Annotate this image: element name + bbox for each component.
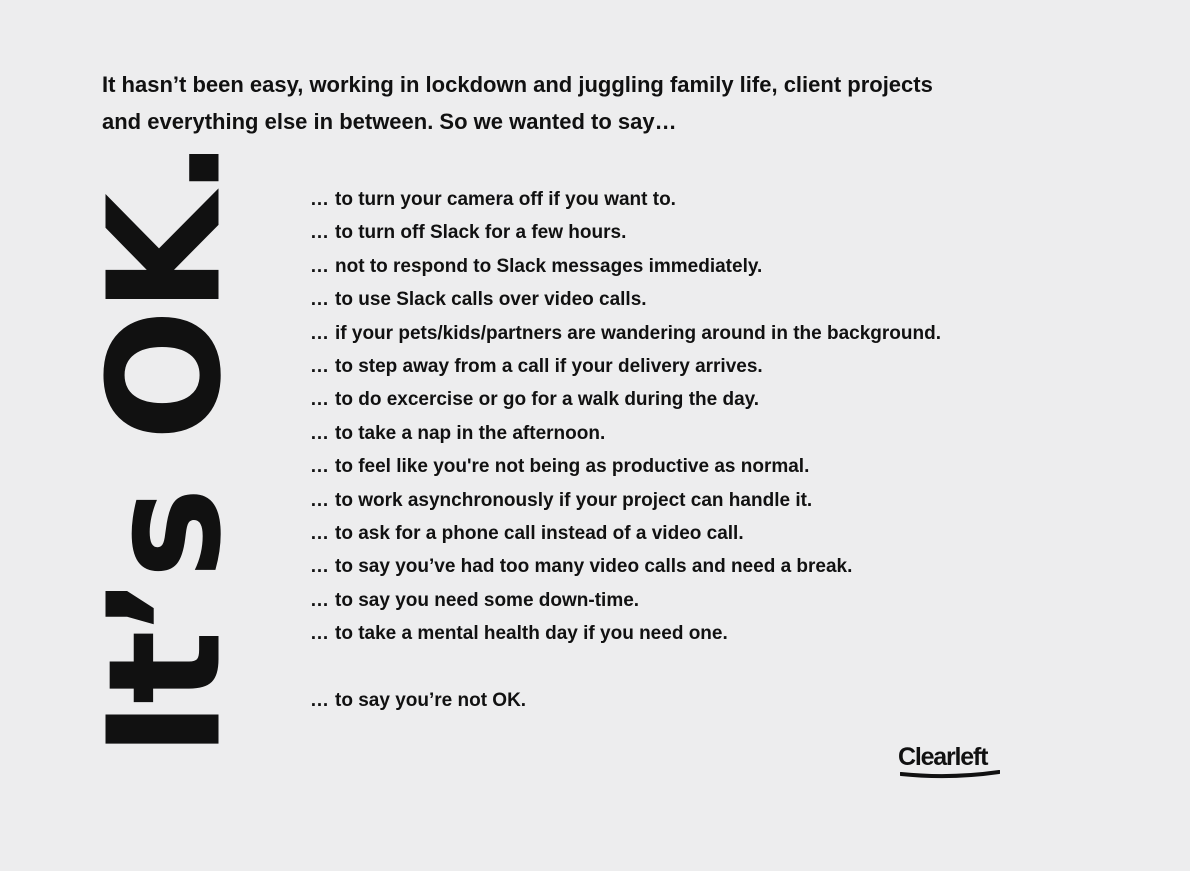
list-item [310, 183, 941, 216]
ellipsis-prefix: … [310, 523, 329, 545]
ellipsis-prefix: … [310, 255, 329, 277]
list-item [310, 283, 941, 316]
list-item [310, 250, 941, 283]
closing-text: to say you’re not OK. [335, 690, 527, 711]
list-item-text: to say you’ve had too many video calls and need a break. [335, 556, 853, 578]
ellipsis-prefix: … [310, 356, 329, 378]
list-item-text: to use Slack calls over video calls. [335, 289, 647, 311]
list-item-text: not to respond to Slack messages immediately. [335, 255, 763, 277]
list-item-text: to say you need some down-time. [335, 589, 640, 611]
closing-line [310, 684, 526, 717]
ellipsis-prefix: … [310, 222, 329, 244]
ellipsis-prefix: … [310, 556, 329, 578]
ellipsis-prefix: … [310, 589, 329, 611]
list-item-text: to turn off Slack for a few hours. [335, 222, 627, 244]
list-item-text: if your pets/kids/partners are wandering around in the background. [335, 322, 941, 344]
list-item-text: to turn your camera off if you want to. [335, 189, 676, 210]
list-item [310, 584, 941, 617]
ellipsis-prefix: … [310, 456, 329, 478]
logo-underline-swoosh [900, 770, 1000, 780]
list-item [310, 550, 941, 583]
list-item-text: to take a mental health day if you need one. [335, 623, 728, 645]
ellipsis-prefix: … [310, 690, 329, 711]
list-item [310, 317, 941, 350]
list-item-text: to work asynchronously if your project can handle it. [335, 489, 813, 511]
list-item-text: to take a nap in the afternoon. [335, 422, 606, 444]
ellipsis-prefix: … [310, 189, 329, 210]
list-item [310, 517, 941, 550]
list-item-text: to do excercise or go for a walk during the day. [335, 389, 760, 411]
list-item-text: to feel like you're not being as productive as normal. [335, 456, 810, 478]
ellipsis-prefix: … [310, 422, 329, 444]
list-item-text: to step away from a call if your delivery arrives. [335, 356, 763, 378]
intro-line-2: and everything else in between. So we wanted to say… [102, 109, 677, 134]
reassurance-list [310, 183, 941, 651]
intro-text [102, 66, 1002, 140]
list-item [310, 450, 941, 483]
list-item [310, 383, 941, 416]
headline-its-ok: It’s OK. [74, 142, 256, 758]
intro-line-1: It hasn’t been easy, working in lockdown and juggling family life, client projects [102, 72, 933, 97]
list-item [310, 484, 941, 517]
list-item [310, 617, 941, 650]
ellipsis-prefix: … [310, 322, 329, 344]
clearleft-logo [898, 742, 1002, 782]
list-item-text: to ask for a phone call instead of a video call. [335, 523, 744, 545]
list-item [310, 216, 941, 249]
ellipsis-prefix: … [310, 623, 329, 645]
ellipsis-prefix: … [310, 389, 329, 411]
ellipsis-prefix: … [310, 289, 329, 311]
logo-wordmark: Clearleft [898, 743, 988, 771]
list-item [310, 417, 941, 450]
ellipsis-prefix: … [310, 489, 329, 511]
list-item [310, 350, 941, 383]
